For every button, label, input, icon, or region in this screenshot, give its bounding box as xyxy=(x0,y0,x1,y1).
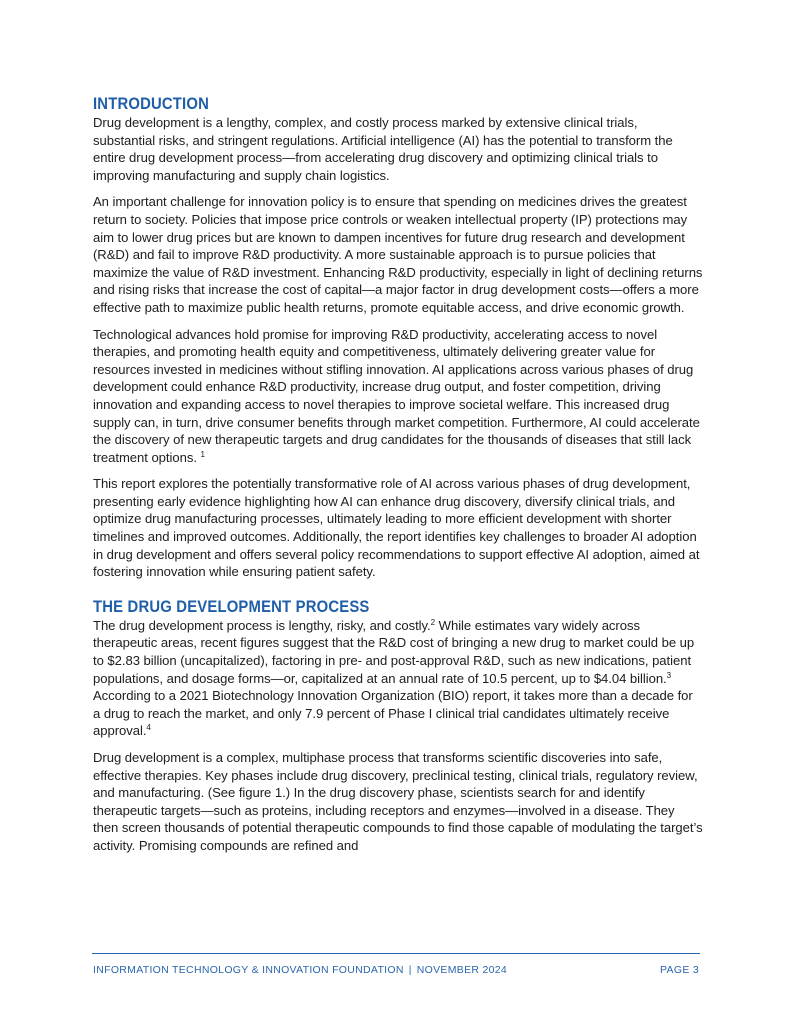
intro-paragraph-2: An important challenge for innovation policy is to ensure that spending on medicines drives the greatest return to society. Policies that impose price controls or weaken intellectual property (IP) protections may aim to lower drug prices but are known to dampen incentives for future drug research and development (R&D) and fail to improve R&D productivity. A more sustainable approach is to pursue policies that maximize the value of R&D investment. Enhancing R&D productivity, especially in light of declining returns and rising risks that increase the cost of capital—a major factor in drug development costs—offers a more effective path to maximize public health returns, promote equitable access, and drive economic growth. xyxy=(93,194,703,315)
intro-paragraph-3-text: Technological advances hold promise for improving R&D productivity, accelerating access to novel therapies, and promoting health equity and competitiveness, ultimately delivering greater value for resources invested in medicines without stifling innovation. AI applications across various phases of drug development could enhance R&D productivity, increase drug output, and foster competition, driving innovation and expanding access to novel therapies to improve societal welfare. This increased drug supply can, in turn, drive consumer benefits through market competition. Furthermore, AI could accelerate the discovery of new therapeutic targets and drug candidates for the thousands of diseases that still lack treatment options. xyxy=(93,326,700,465)
footer-divider xyxy=(92,953,700,954)
footnote-ref-4[interactable]: 4 xyxy=(146,723,151,733)
intro-paragraph-1: Drug development is a lengthy, complex, and costly process marked by extensive clinical trials, substantial risks, and stringent regulations. Artificial intelligence (AI) has the potential to transform the entire drug development process—from accelerating drug discovery and optimizing clinical trials to improving manufacturing and supply chain logistics. xyxy=(93,115,673,183)
footer-page-number: PAGE 3 xyxy=(660,964,699,976)
section-heading-drug-development: THE DRUG DEVELOPMENT PROCESS xyxy=(93,597,370,616)
footer-separator: | xyxy=(408,964,412,976)
footer-left xyxy=(93,964,507,976)
intro-paragraph-3 xyxy=(93,326,703,467)
page-footer xyxy=(93,964,699,976)
process-paragraph-2: Drug development is a complex, multiphase process that transforms scientific discoveries into safe, effective therapies. Key phases include drug discovery, preclinical testing, clinical trials, regulatory review, and manufacturing. (See figure 1.) In the drug discovery phase, scientists search for and identify therapeutic targets—such as proteins, including receptors and enzymes—involved in a disease. They then screen thousands of potential therapeutic compounds to find those capable of modulating the target’s activity. Promising compounds are refined and xyxy=(93,750,703,853)
footer-organization: INFORMATION TECHNOLOGY & INNOVATION FOUNDATION xyxy=(93,964,404,976)
section-heading-introduction: INTRODUCTION xyxy=(93,95,210,113)
footnote-ref-1[interactable]: 1 xyxy=(200,449,205,459)
process-paragraph-1 xyxy=(93,617,703,740)
document-body xyxy=(93,94,703,864)
footnote-ref-3[interactable]: 3 xyxy=(666,670,672,680)
footnote-ref-2[interactable]: 2 xyxy=(430,617,436,627)
process-paragraph-1-a: The drug development process is lengthy, risky, and costly. xyxy=(93,617,431,633)
footer-date: NOVEMBER 2024 xyxy=(416,964,508,976)
intro-paragraph-4: This report explores the potentially transformative role of AI across various phases of drug development, presenting early evidence highlighting how AI can enhance drug discovery, diversify clinical trials, and optimize drug manufacturing processes, ultimately leading to more efficient development with shorter timelines and improved outcomes. Additionally, the report identifies key challenges to broader AI adoption in drug development and offers several policy recommendations to support effective AI adoption, aimed at fostering innovation while ensuring patient safety. xyxy=(93,476,700,580)
process-paragraph-1-c: According to a 2021 Biotechnology Innovation Organization (BIO) report, it takes more than a decade for a drug to reach the market, and only 7.9 percent of Phase I clinical trial candidates ultimately receive approval. xyxy=(93,688,693,739)
process-paragraph-1-b: While estimates vary widely across therapeutic areas, recent figures suggest that the R&D cost of bringing a new drug to market could be up to $2.83 billion (uncapitalized), factoring in pre- and post-approval R&D, such as new indications, patient populations, and dosage forms—or, capitalized at an annual rate of 10.5 percent, up to $4.04 billion. xyxy=(93,617,695,686)
